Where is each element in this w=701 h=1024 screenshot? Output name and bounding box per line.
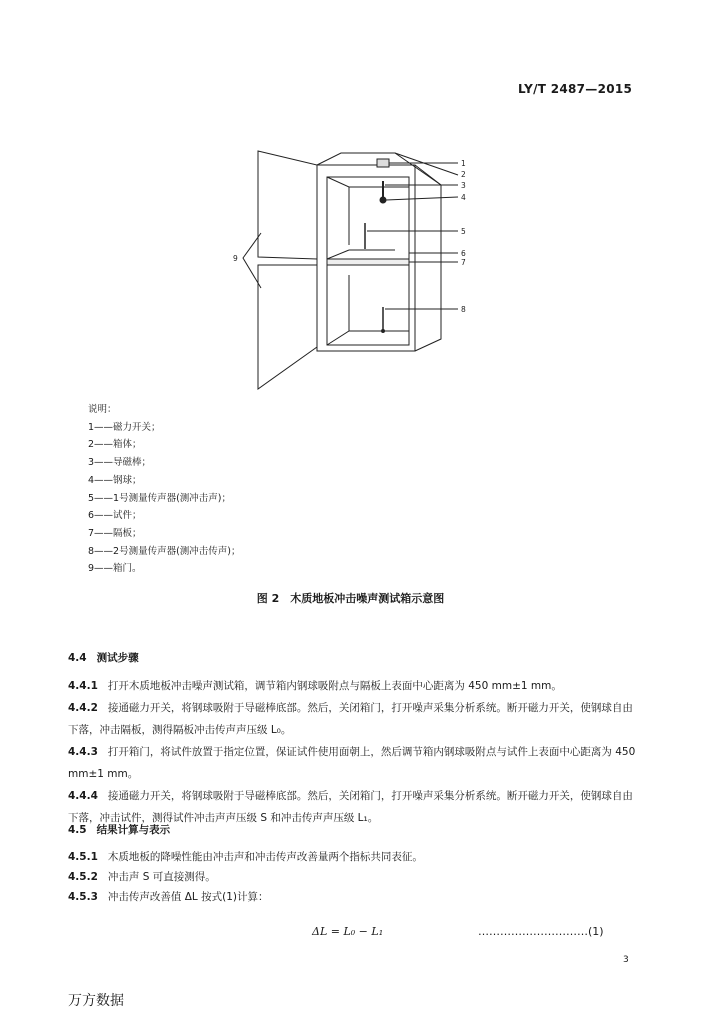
section-number: 4.5 <box>68 824 87 836</box>
clause-number: 4.5.3 <box>68 891 98 903</box>
clause-number: 4.4.3 <box>68 746 98 758</box>
paragraph-4-5-1 <box>68 846 638 868</box>
paragraph-4-5-3 <box>68 886 638 908</box>
clause-number: 4.4.2 <box>68 702 98 714</box>
legend-item: 2——箱体； <box>88 439 142 451</box>
callout-9: 9 <box>233 254 238 263</box>
paragraph-4-4-3 <box>68 741 638 785</box>
legend-item: 8——2号测量传声器(测冲击传声)； <box>88 545 241 557</box>
clause-text: 打开箱门，将试件放置于指定位置，保证试件使用面朝上，然后调节箱内钢球吸附点与试件上表面中心距离为 450 mm±1 mm。 <box>68 746 636 780</box>
section-number: 4.4 <box>68 652 87 664</box>
paragraph-4-5-2 <box>68 866 638 888</box>
test-box-schematic <box>225 145 485 390</box>
clause-number: 4.4.4 <box>68 790 98 802</box>
section-heading-4-5 <box>68 822 170 837</box>
clause-text: 接通磁力开关，将钢球吸附于导磁棒底部。然后，关闭箱门，打开噪声采集分析系统。断开磁力开关，使钢球自由下落，冲击隔板，测得隔板冲击传声声压级 L₀。 <box>68 702 633 736</box>
legend-item: 7——隔板； <box>88 527 142 539</box>
clause-number: 4.5.2 <box>68 871 98 883</box>
callout-3: 3 <box>461 181 466 190</box>
callout-2: 2 <box>461 170 466 179</box>
callout-6: 6 <box>461 249 466 258</box>
box-front <box>317 165 415 351</box>
magnetic-switch <box>377 159 389 167</box>
box-side <box>415 165 441 351</box>
legend-item: 6——试件； <box>88 510 142 522</box>
upper-door <box>258 151 317 259</box>
formula-number: …………………………(1) <box>478 925 604 938</box>
legend-item: 4——钢球； <box>88 474 142 486</box>
callout-7: 7 <box>461 258 466 267</box>
legend-item: 1——磁力开关； <box>88 421 161 433</box>
legend-item: 9——箱门。 <box>88 563 142 575</box>
standard-code: LY/T 2487—2015 <box>518 82 633 96</box>
callout-4: 4 <box>461 193 466 202</box>
watermark-text: 万方数据 <box>68 993 124 1009</box>
legend-title: 说明： <box>88 404 117 415</box>
section-heading-4-4 <box>68 650 139 665</box>
callout-5: 5 <box>461 227 466 236</box>
paragraph-4-4-2 <box>68 697 638 741</box>
clause-number: 4.5.1 <box>68 851 98 863</box>
clause-text: 冲击声 S 可直接测得。 <box>107 871 216 883</box>
clause-text: 冲击传声改善值 ΔL 按式(1)计算： <box>107 891 269 903</box>
partition <box>327 259 409 265</box>
clause-text: 木质地板的降噪性能由冲击声和冲击传声改善量两个指标共同表征。 <box>107 851 423 863</box>
figure-2-diagram <box>225 145 485 390</box>
callout-8: 8 <box>461 305 466 314</box>
figure-legend <box>88 401 241 578</box>
clause-text: 接通磁力开关，将钢球吸附于导磁棒底部。然后，关闭箱门，打开噪声采集分析系统。断开磁力开关，使钢球自由下落，冲击试件，测得试件冲击声声压级 S 和冲击传声声压级 L₁。 <box>68 790 633 824</box>
callout-1: 1 <box>461 159 466 168</box>
paragraph-4-4-1 <box>68 675 638 697</box>
page-number: 3 <box>623 955 629 965</box>
lower-door <box>258 265 317 389</box>
formula-expression: ΔL = L₀ − L₁ <box>312 925 384 938</box>
legend-item: 3——导磁棒； <box>88 457 152 469</box>
clause-number: 4.4.1 <box>68 680 98 692</box>
legend-item: 5——1号测量传声器(测冲击声)； <box>88 492 232 504</box>
section-title: 测试步骤 <box>96 652 139 664</box>
steel-ball <box>380 197 386 203</box>
clause-text: 打开木质地板冲击噪声测试箱，调节箱内钢球吸附点与隔板上表面中心距离为 450 mm±1 mm。 <box>107 680 562 692</box>
figure-caption: 图 2 木质地板冲击噪声测试箱示意图 <box>256 592 445 605</box>
section-title: 结果计算与表示 <box>96 824 171 836</box>
